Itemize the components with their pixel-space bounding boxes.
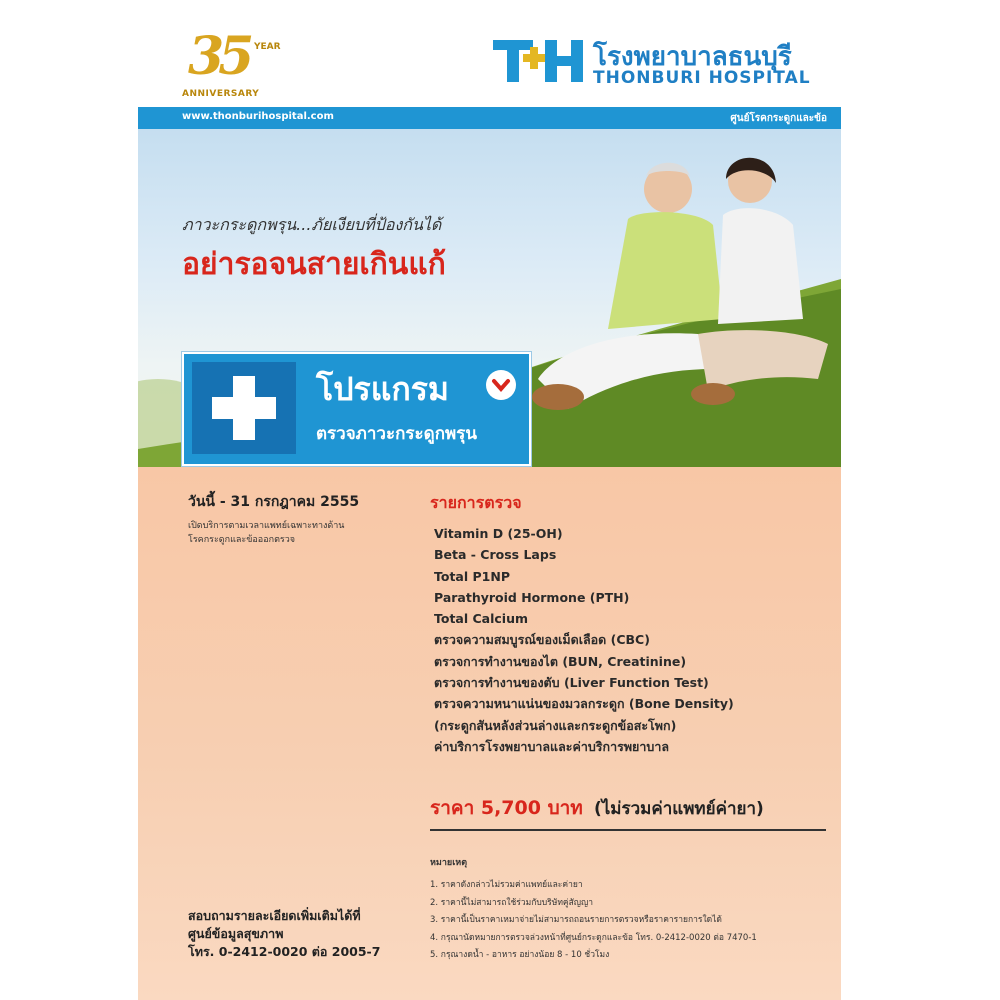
promotion-date: วันนี้ - 31 กรกฎาคม 2555 [188,494,360,510]
hospital-logo [493,36,823,92]
program-box [182,352,531,466]
hospital-name-en: THONBURI HOSPITAL [593,68,811,88]
list-item: (กระดูกสันหลังส่วนล่างและกระดูกข้อสะโพก) [434,717,677,733]
tagline: ภาวะกระดูกพรุน...ภัยเงียบที่ป้องกันได้ [182,215,442,234]
list-item: 4. กรุณานัดหมายการตรวจล่วงหน้าที่ศูนย์กระดูกและข้อ โทร. 0-2412-0020 ต่อ 7470-1 [430,932,757,943]
anniversary-logo [178,26,281,104]
header-bar [138,107,841,129]
anniversary-label: ANNIVERSARY [182,89,260,99]
list-item: Total P1NP [434,568,510,584]
list-item: ตรวจความสมบูรณ์ของเม็ดเลือด (CBC) [434,632,650,648]
website-link[interactable]: www.thonburihospital.com [182,111,334,122]
contact-info [188,907,380,961]
price-note: (ไม่รวมค่าแพทย์ค่ายา) [593,799,764,819]
hospital-mark-icon [493,36,585,86]
price-line [430,793,764,823]
list-item: 1. ราคาดังกล่าวไม่รวมค่าแพทย์และค่ายา [430,880,583,890]
chevron-down-icon [486,370,516,400]
checkup-list-title: รายการตรวจ [430,493,522,512]
medical-cross-icon [192,362,296,454]
poster [138,0,841,1000]
remarks [430,855,757,965]
hospital-name-th: โรงพยาบาลธนบุรี [593,42,792,72]
list-item: 5. กรุณางดน้ำ - อาหาร อย่างน้อย 8 - 10 ชั่วโมง [430,950,610,960]
contact-phone: โทร. 0-2412-0020 ต่อ 2005-7 [188,944,381,959]
contact-line-1: สอบถามรายละเอียดเพิ่มเติมได้ที่ [188,908,361,923]
details-section [138,467,841,1000]
department-label: ศูนย์โรคกระดูกและข้อ [730,113,827,124]
program-subtitle: ตรวจภาวะกระดูกพรุน [316,424,477,444]
list-item: ค่าบริการโรงพยาบาลและค่าบริการพยาบาล [434,738,670,754]
list-item: Parathyroid Hormone (PTH) [434,589,630,605]
list-item: Beta - Cross Laps [434,547,557,563]
cross-box [192,362,296,454]
list-item: 2. ราคานี้ไม่สามารถใช้ร่วมกับบริษัทคู่สัญญา [430,897,594,908]
list-item: ตรวจความหนาแน่นของมวลกระดูก (Bone Density) [434,696,734,712]
remarks-title: หมายเหตุ [430,858,468,868]
checkup-list [434,523,734,757]
anniversary-year: YEAR [254,42,281,52]
program-title: โปรแกรม [316,370,449,408]
divider [430,829,826,831]
contact-line-2: ศูนย์ข้อมูลสุขภาพ [188,926,284,941]
list-item: Total Calcium [434,611,529,627]
remarks-list [430,877,757,965]
list-item: 3. ราคานี้เป็นราคาเหมาจ่ายไม่สามารถถอนรายการตรวจหรือราคารายการใดได้ [430,915,722,925]
anniversary-number: 35 [188,26,249,87]
hero-photo [138,129,841,467]
list-item: ตรวจการทำงานของไต (BUN, Creatinine) [434,653,687,669]
price: ราคา 5,700 บาท [430,797,583,819]
service-note-2: โรคกระดูกและข้อออกตรวจ [188,535,296,545]
service-note-1: เปิดบริการตามเวลาแพทย์เฉพาะทางด้าน [188,521,345,531]
headline: อย่ารอจนสายเกินแก้ [182,247,446,282]
list-item: Vitamin D (25-OH) [434,526,563,541]
list-item: ตรวจการทำงานของตับ (Liver Function Test) [434,675,709,691]
